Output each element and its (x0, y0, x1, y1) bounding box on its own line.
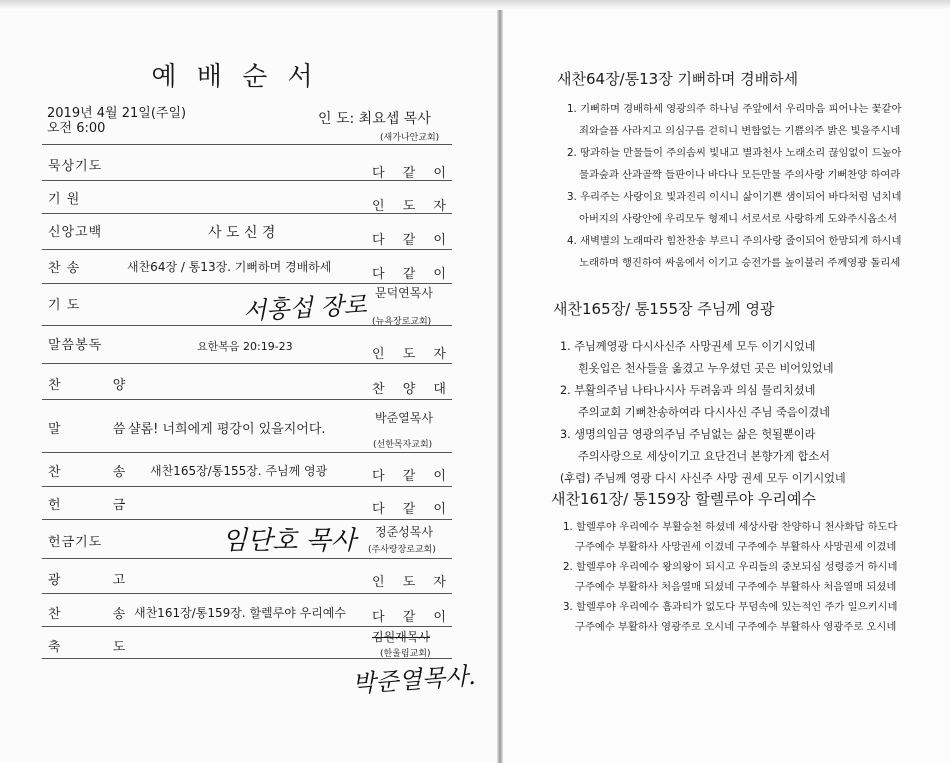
verse-line: 아버지의 사랑안에 우리모두 형제니 서로서로 사랑하게 도와주시옵소서 (579, 213, 898, 225)
row-content: 새찬64장 / 통13장. 기뻐하며 경배하세 (127, 260, 332, 274)
row-divider (42, 486, 452, 487)
verse-line: 구주예수 부활하사 처음열매 되셨네 구주예수 부활하사 처음열매 되셨네 (575, 581, 897, 593)
row-divider (42, 144, 452, 145)
row-divider (42, 452, 452, 453)
row-responsible: 다 같 이 (372, 469, 446, 484)
row-content: 새찬165장/통155장. 주님께 영광 (150, 464, 328, 478)
row-responsible-church: (한울림교회) (380, 649, 431, 659)
verse-line: 2. 할렐루야 우리예수 왕의왕이 되시고 우리들의 중보되심 성령증거 하시네 (563, 561, 898, 573)
row-content: 사 도 신 경 (208, 225, 276, 241)
row-label: 찬 송 (48, 607, 150, 622)
row-label: 기 도 (48, 298, 81, 313)
verse-line: 구주예수 부활하사 사망권세 이겼네 구주예수 부활하사 사망권세 이겼네 (575, 541, 897, 553)
row-responsible: 찬 양 대 (372, 382, 446, 397)
handwritten-offering-name: 임단호 목사 (222, 526, 356, 556)
row-label: 신앙고백 (48, 225, 103, 240)
row-divider (42, 558, 452, 559)
verse-line: 1. 기뻐하며 경배하세 영광의주 하나님 주앞에서 우리마음 피어나는 꽃같아 (567, 103, 902, 115)
hymn-title: 새찬161장/ 통159장 할렐루야 우리예수 (551, 490, 816, 508)
verse-line: 죄와슬픔 사라지고 의심구름 걷히니 변함없는 기쁨의주 밝은 빛을주시네 (579, 125, 901, 137)
verse-line: 3. 할렐루야 우리예수 흠과티가 없도다 무덤속에 있는적인 주가 일으키시네 (563, 601, 898, 613)
row-label: 축 도 (48, 640, 150, 655)
hymn-verses (567, 98, 901, 274)
row-responsible: 다 같 이 (372, 233, 446, 248)
row-responsible: 김원재목사 (372, 630, 430, 644)
row-label: 찬 송 (48, 261, 81, 276)
row-responsible: 인 도 자 (372, 347, 446, 362)
verse-line: 2. 땅과하늘 만물들이 주의솜씨 빛내고 별과천사 노래소리 끊임없이 드높아 (567, 147, 902, 159)
verse-line: 주의교회 기뻐찬송하여라 다시사신 주님 죽음이겼네 (578, 406, 830, 419)
verse-line: 3. 생명의임금 영광의주님 주님없는 삶은 헛될뿐이라 (560, 428, 816, 441)
verse-line: 흰옷입은 천사들을 옮겼고 누우셨던 곳은 비어있었네 (578, 362, 834, 375)
verse-line: 구주예수 부활하사 영광주로 오시네 구주예수 부활하사 영광주로 오시네 (575, 621, 897, 633)
row-content: 새찬161장/통159장. 할렐루야 우리예수 (134, 606, 346, 620)
time-line: 오전 6:00 (47, 121, 106, 136)
page-fold (497, 0, 503, 763)
row-label: 헌 금 (48, 498, 150, 513)
row-divider (42, 593, 452, 594)
row-content: 샬롬! 너희에게 평강이 있을지어다. (128, 422, 326, 437)
row-responsible: 다 같 이 (372, 610, 446, 625)
verse-line: 3. 우리주는 사랑이요 빛과진리 이시니 삶이기쁜 샘이되어 바다처럼 넘치네 (567, 191, 902, 203)
verse-line: 1. 주님께영광 다시사신주 사망권세 모두 이기시었네 (560, 340, 816, 353)
row-label: 말씀봉독 (48, 338, 103, 353)
row-label: 찬 송 (48, 465, 150, 480)
row-label: 말 씀 (48, 422, 150, 437)
row-responsible-church: (선한목자교회) (373, 440, 433, 450)
row-label: 묵상기도 (48, 159, 103, 174)
scan-edge-shadow (0, 0, 950, 10)
row-content: 요한복음 20:19-23 (197, 340, 293, 353)
row-responsible: 다 같 이 (372, 502, 446, 517)
date-line: 2019년 4월 21일(주일) (47, 106, 187, 121)
row-responsible-church: (뉴욕장로교회) (372, 317, 432, 327)
row-divider (42, 626, 452, 627)
row-responsible: 인 도 자 (372, 575, 446, 590)
verse-line: 주의사랑으로 세상이기고 요단건너 본향가게 합소서 (578, 450, 830, 463)
verse-line: 물과숲과 산과골짝 들판이나 바다나 모든만물 주의사랑 기뻐찬양 하여라 (579, 169, 901, 181)
hymn-verses (560, 336, 846, 490)
verse-line: (후렴) 주님께 영광 다시 사신주 사망 권세 모두 이기시었네 (560, 472, 846, 485)
handwritten-prayer-name: 서홍섭 장로 (242, 290, 368, 326)
row-label: 기 원 (48, 192, 81, 207)
verse-line: 노래하며 행진하여 싸움에서 이기고 승전가를 높이불러 주께영광 돌리세 (579, 257, 901, 269)
leader-label: 인 도: 최요셉 목사 (318, 111, 431, 127)
hymn-title: 새찬64장/통13장 기뻐하며 경배하세 (557, 70, 799, 88)
row-responsible: 박준열목사 (375, 411, 433, 425)
hymn-title: 새찬165장/ 통155장 주님께 영광 (553, 300, 775, 318)
verse-line: 4. 새벽별의 노래따라 힘찬찬송 부르니 주의사랑 줄이되어 한맘되게 하시네 (567, 235, 902, 247)
row-responsible-church: (주사랑장로교회) (368, 545, 436, 555)
verse-line: 2. 부활의주님 나타나시사 두려움과 의심 물리치셨네 (560, 384, 816, 397)
verse-line: 1. 할렐루야 우리예수 부활승천 하셨네 세상사람 찬양하니 천사화답 하도다 (563, 521, 898, 533)
row-divider (42, 363, 452, 364)
row-responsible: 다 같 이 (372, 166, 446, 181)
row-responsible: 문덕연목사 (375, 286, 433, 300)
row-divider (42, 249, 452, 250)
handwritten-benediction-name: 박준열목사. (351, 661, 477, 699)
service-date (47, 106, 186, 136)
row-responsible: 다 같 이 (372, 267, 446, 282)
row-divider (42, 399, 452, 400)
row-responsible: 인 도 자 (372, 199, 446, 214)
hymns-page (500, 0, 950, 763)
hymn-verses (563, 517, 897, 637)
page-title: 예 배 순 서 (151, 62, 319, 92)
row-label: 헌금기도 (48, 535, 103, 550)
row-label: 광 고 (48, 573, 150, 588)
row-responsible: 정준성목사 (375, 525, 433, 539)
row-label: 찬 양 (48, 378, 150, 393)
leader-church: (새가나안교회) (380, 133, 440, 143)
